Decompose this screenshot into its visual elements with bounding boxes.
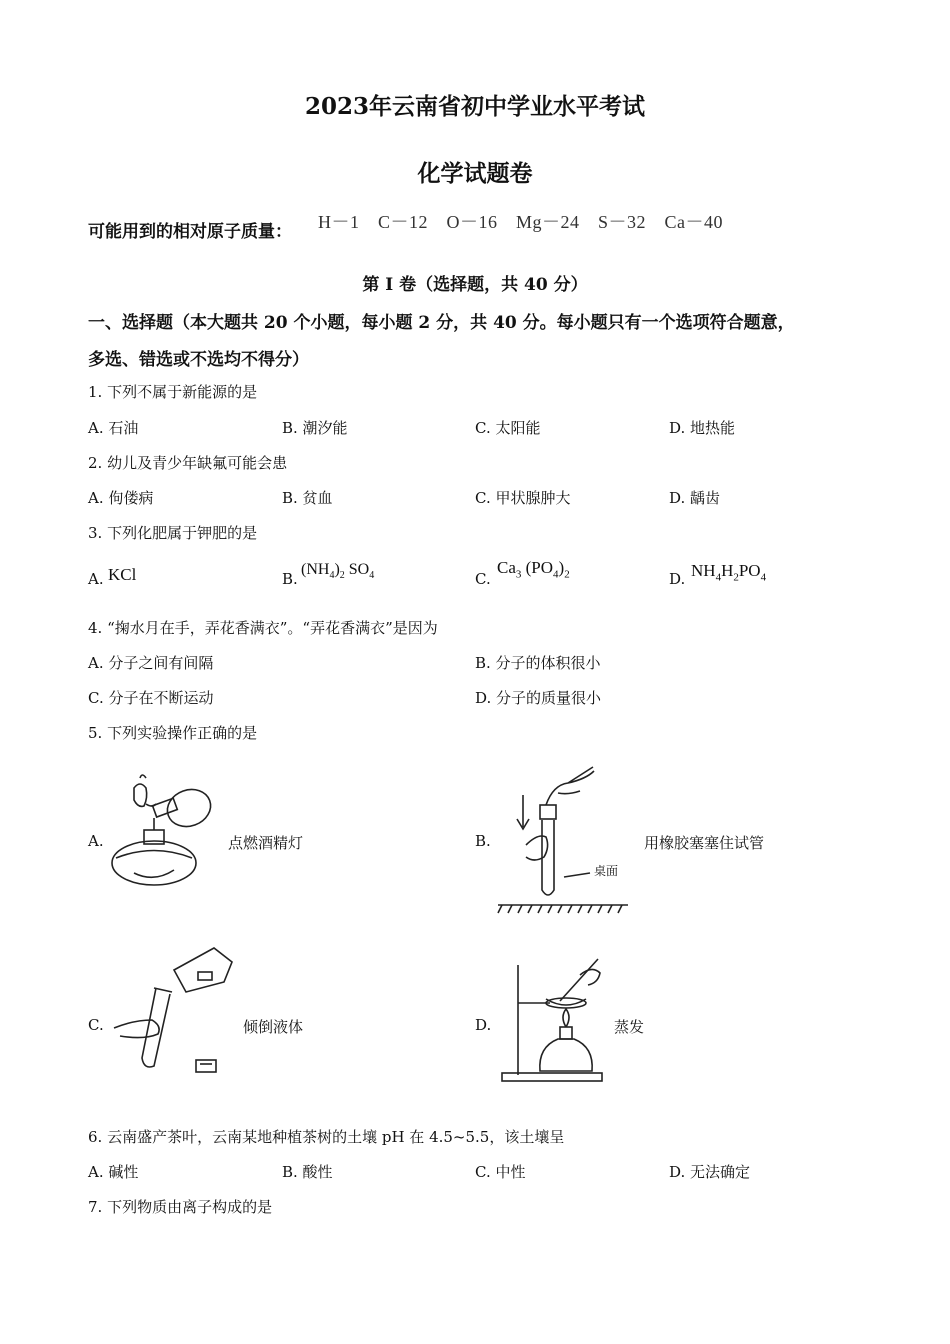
question-5-caption-a: 点燃酒精灯 [228,834,304,852]
question-6-option-d[interactable]: D. 无法确定 [669,1163,751,1181]
question-2-stem: 2. 幼儿及青少年缺氟可能会患 [88,454,288,472]
question-2-option-a[interactable]: A. 佝偻病 [88,489,154,507]
question-5-option-d-letter[interactable]: D. [475,1016,492,1034]
question-4-stem: 4. “掬水月在手，弄花香满衣”。“弄花香满衣”是因为 [88,619,438,637]
question-3-option-d-letter[interactable]: D. [669,570,686,588]
question-5-caption-d: 蒸发 [614,1018,645,1036]
question-5-stem: 5. 下列实验操作正确的是 [88,724,258,742]
pouring-liquid-figure [114,948,244,1078]
question-3-option-b-letter[interactable]: B. [282,570,298,588]
paper-subtitle: 化学试题卷 [417,160,533,187]
question-1-option-b[interactable]: B. 潮汐能 [282,419,348,437]
section-title: 第 I 卷（选择题，共 40 分） [362,275,588,295]
question-3-option-c-letter[interactable]: C. [475,570,491,588]
question-1-stem: 1. 下列不属于新能源的是 [88,383,258,401]
question-3-stem: 3. 下列化肥属于钾肥的是 [88,524,258,542]
evaporation-figure [500,955,610,1083]
question-7-stem: 7. 下列物质由离子构成的是 [88,1198,273,1216]
question-4-option-b[interactable]: B. 分子的体积很小 [475,654,601,672]
question-3-option-a-letter[interactable]: A. [88,570,104,588]
exam-title: 2023年云南省初中学业水平考试 [304,93,645,120]
question-2-option-d[interactable]: D. 龋齿 [669,489,721,507]
section-instructions-1: 一、选择题（本大题共 20 个小题，每小题 2 分，共 40 分。每小题只有一个选项符合题意， [88,313,795,333]
question-3-formula-calcium-phosphate[interactable]: $Ca_3$ $(PO_4)_2$ [497,558,570,581]
question-1-option-a[interactable]: A. 石油 [88,419,139,437]
question-1-option-c[interactable]: C. 太阳能 [475,419,541,437]
question-3-formula-ammonium-dihydrogen-phosphate[interactable]: $NH_4H_2PO_4$ [691,561,767,584]
atomic-mass-label: 可能用到的相对原子质量： [88,222,292,242]
question-6-option-b[interactable]: B. 酸性 [282,1163,333,1181]
question-4-option-c[interactable]: C. 分子在不断运动 [88,689,214,707]
question-5-caption-b: 用橡胶塞塞住试管 [644,834,765,852]
question-1-option-d[interactable]: D. 地热能 [669,419,736,437]
question-6-option-a[interactable]: A. 碱性 [88,1163,139,1181]
question-6-stem: 6. 云南盛产茶叶，云南某地种植茶树的土壤 pH 在 4.5~5.5，该土壤呈 [88,1128,565,1146]
lighting-alcohol-lamp-figure [104,778,219,893]
atomic-masses: H－1 C－12 O－16 Mg－24 S－32 Ca－40 [318,212,724,232]
question-3-formula-ammonium-sulfate[interactable]: $(NH_4)_2$ $SO_4$ [301,561,375,582]
section-instructions-2: 多选、错选或不选均不得分） [88,350,309,370]
question-4-option-a[interactable]: A. 分子之间有间隔 [88,654,214,672]
question-6-option-c[interactable]: C. 中性 [475,1163,526,1181]
desk-label: 桌面 [594,864,619,878]
question-4-option-d[interactable]: D. 分子的质量很小 [475,689,602,707]
question-5-option-b-letter[interactable]: B. [475,832,491,850]
question-2-option-b[interactable]: B. 贫血 [282,489,333,507]
stopper-test-tube-figure [498,765,633,913]
question-5-caption-c: 倾倒液体 [243,1018,304,1036]
question-5-option-a-letter[interactable]: A. [88,832,104,850]
question-5-option-c-letter[interactable]: C. [88,1016,104,1034]
question-3-formula-kcl[interactable]: KCl [108,565,137,584]
question-2-option-c[interactable]: C. 甲状腺肿大 [475,489,571,507]
